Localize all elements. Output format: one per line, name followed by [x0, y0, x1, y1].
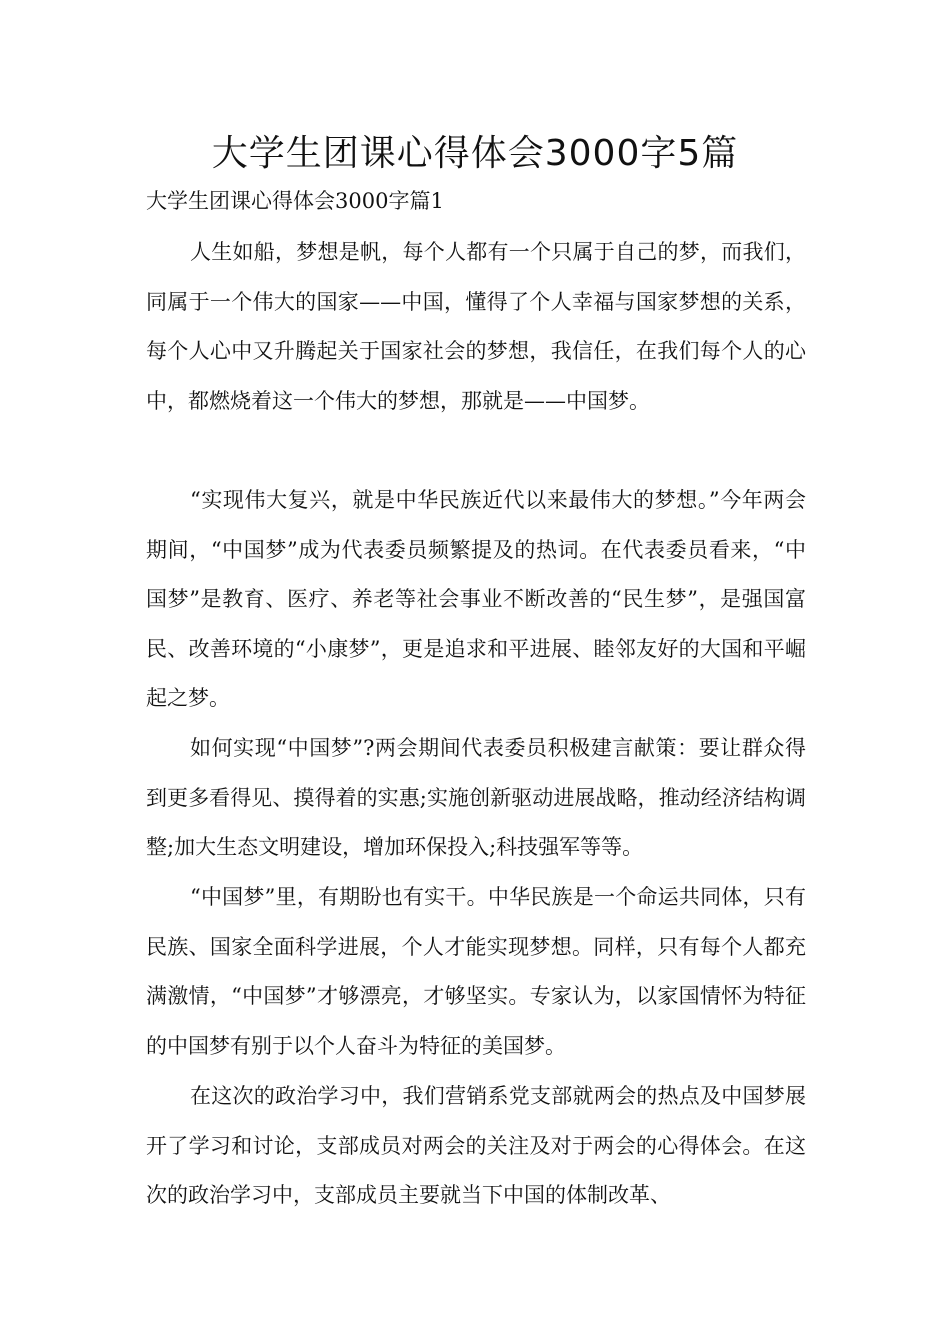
paragraph: “实现伟大复兴，就是中华民族近代以来最伟大的梦想。”今年两会期间，“中国梦”成为代表委员频繁提及的热词。在代表委员看来，“中国梦”是教育、医疗、养老等社会事业不断改善的“民生梦”，是强国富民、改善环境的“小康梦”，更是追求和平进展、睦邻友好的大国和平崛起之梦。 [146, 488, 806, 710]
paragraph: “中国梦”里，有期盼也有实干。中华民族是一个命运共同体，只有民族、国家全面科学进展，个人才能实现梦想。同样，只有每个人都充满激情，“中国梦”才够漂亮，才够坚实。专家认为，以家国情怀为特征的中国梦有别于以个人奋斗为特征的美国梦。 [146, 885, 806, 1058]
paragraph: 如何实现“中国梦”?两会期间代表委员积极建言献策：要让群众得到更多看得见、摸得着的实惠;实施创新驱动进展战略，推动经济结构调整;加大生态文明建设，增加环保投入;科技强军等等。 [146, 736, 806, 859]
paragraph: 人生如船，梦想是帆，每个人都有一个只属于自己的梦，而我们，同属于一个伟大的国家——中国，懂得了个人幸福与国家梦想的关系，每个人心中又升腾起关于国家社会的梦想，我信任，在我们每个人的心中，都燃烧着这一个伟大的梦想，那就是——中国梦。 [146, 240, 806, 413]
paragraph: 在这次的政治学习中，我们营销系党支部就两会的热点及中国梦展开了学习和讨论，支部成员对两会的关注及对于两会的心得体会。在这次的政治学习中，支部成员主要就当下中国的体制改革、 [146, 1084, 806, 1207]
section-title: 大学生团课心得体会3000字篇1 [146, 189, 444, 213]
document-title: 大学生团课心得体会3000字5篇 [211, 133, 739, 174]
